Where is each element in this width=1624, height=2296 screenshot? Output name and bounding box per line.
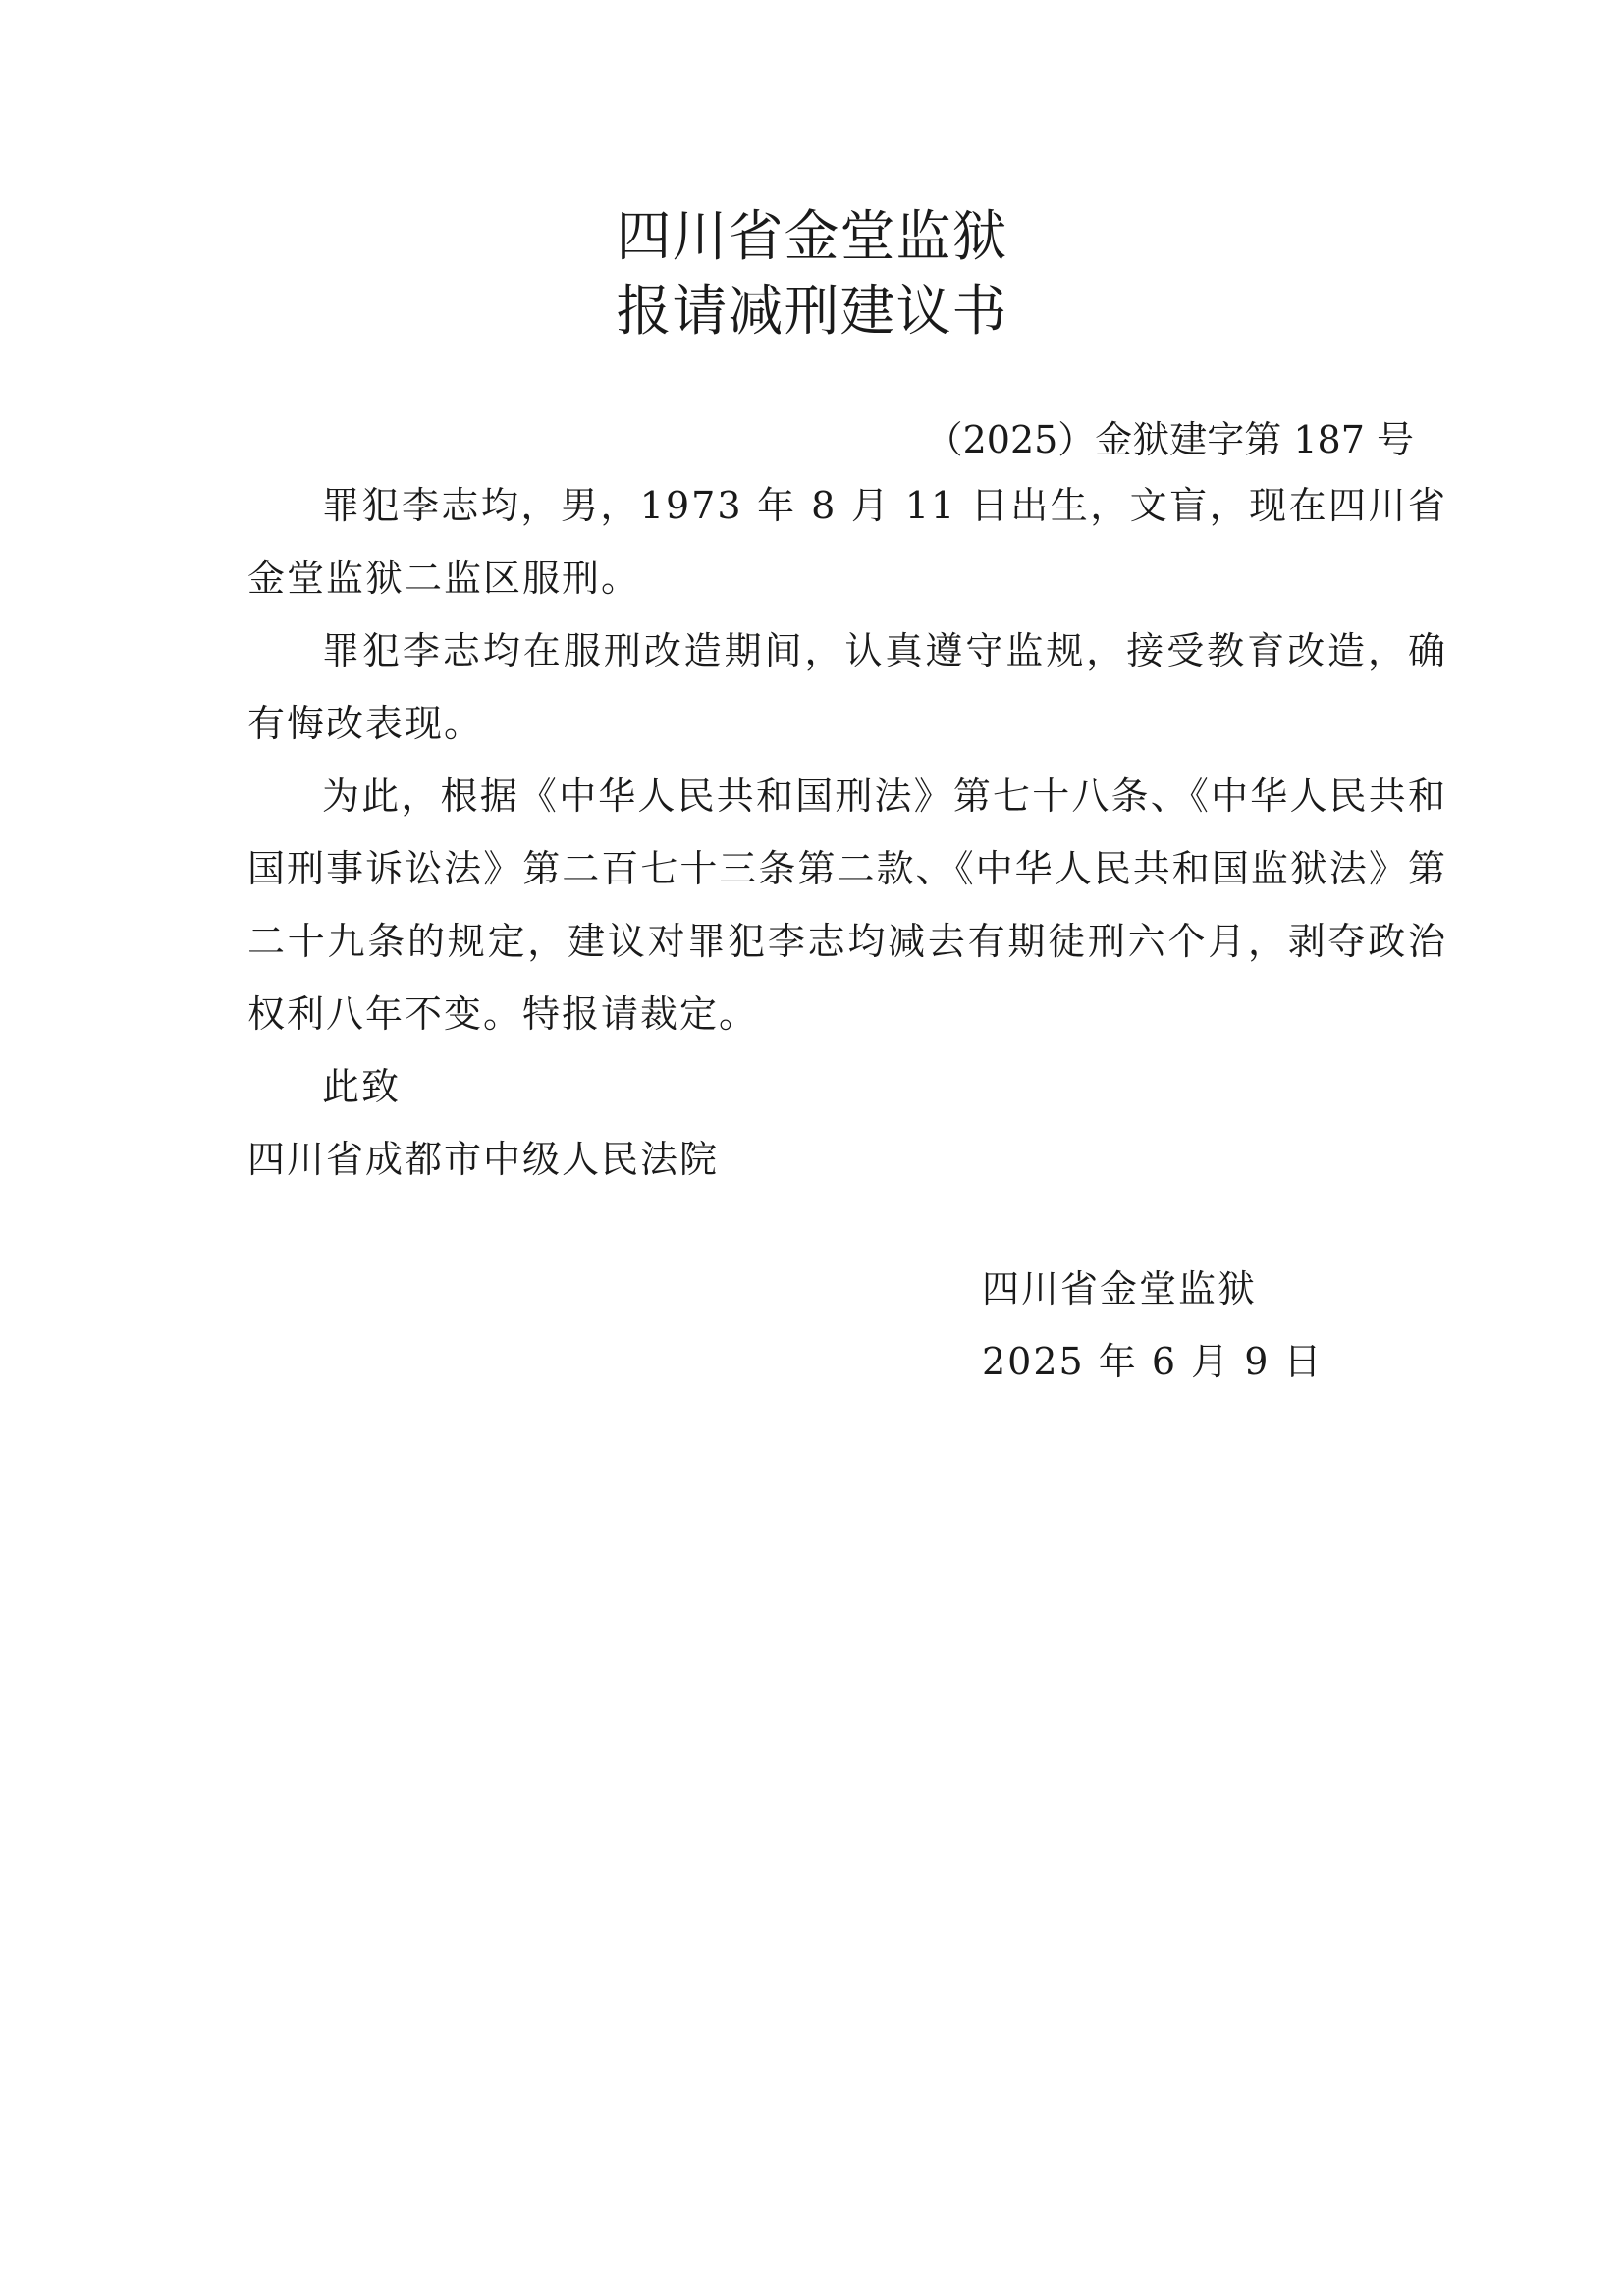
document-number: （2025）金狱建字第 187 号 bbox=[925, 418, 1414, 461]
paragraph-behavior: 罪犯李志均在服刑改造期间，认真遵守监规，接受教育改造，确有悔改表现。 bbox=[247, 629, 1447, 745]
signature-block bbox=[982, 1253, 1323, 1398]
document-title-line2: 报请减刑建议书 bbox=[616, 280, 1008, 344]
document-body bbox=[247, 469, 1447, 1196]
document-title-line1: 四川省金堂监狱 bbox=[616, 205, 1008, 269]
salutation: 此致 bbox=[322, 1065, 402, 1108]
recipient: 四川省成都市中级人民法院 bbox=[247, 1138, 720, 1181]
signature-org: 四川省金堂监狱 bbox=[982, 1267, 1258, 1310]
signature-date: 2025 年 6 月 9 日 bbox=[982, 1340, 1324, 1383]
paragraph-inmate-info: 罪犯李志均，男，1973 年 8 月 11 日出生，文盲，现在四川省金堂监狱二监区服刑。 bbox=[247, 484, 1447, 600]
paragraph-legal-basis: 为此，根据《中华人民共和国刑法》第七十八条、《中华人民共和国刑事诉讼法》第二百七十三条第二款、《中华人民共和国监狱法》第二十九条的规定，建议对罪犯李志均减去有期徒刑六个月，剥夺政治权利八年不变。特报请裁定。 bbox=[247, 774, 1447, 1036]
